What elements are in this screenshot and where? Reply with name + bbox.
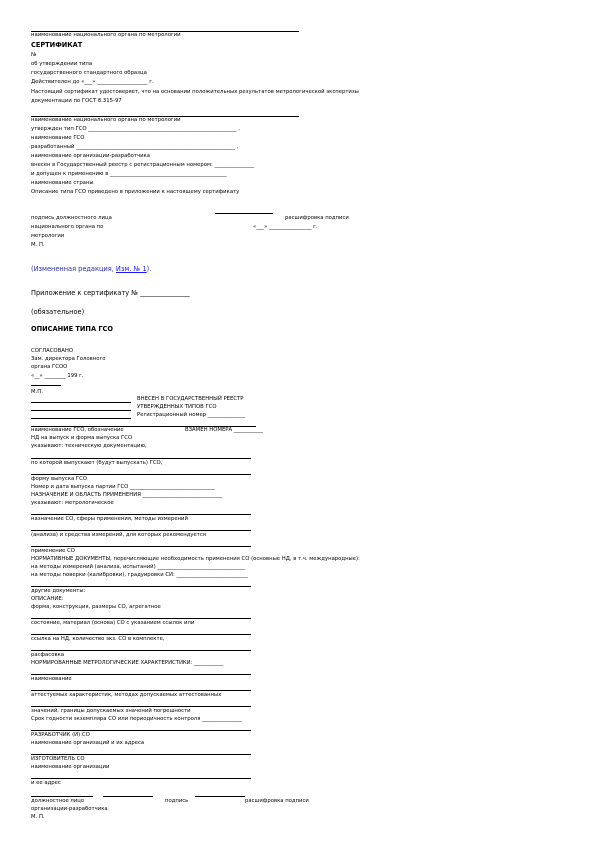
- form-line-15: [31, 778, 251, 779]
- form-purpose-detail: назначение СО, сферы применения, методы измерений: [31, 516, 188, 522]
- agreed-date: «__» ________ 199 г.: [31, 373, 84, 379]
- form-line-7: [31, 618, 251, 619]
- form-line-2: [31, 474, 251, 475]
- form-shelf-life: Срок годности экземпляра СО или периодичность контроля _______________: [31, 716, 242, 722]
- certificate-title: СЕРТИФИКАТ: [31, 41, 83, 49]
- form-other-docs: другие документы:: [31, 588, 86, 594]
- form-shape: форма, конструкция, размеры СО, агрегатное: [31, 604, 161, 610]
- form-purpose: НАЗНАЧЕНИЕ И ОБЛАСТЬ ПРИМЕНЕНИЯ ______________________________: [31, 492, 223, 498]
- appendix-title: Приложение к сертификату № _______________: [31, 289, 190, 297]
- form-verification-methods: на методы поверки (калибровки), градуировки СИ: ___________________________: [31, 572, 248, 578]
- form-replacement: ВЗАМЕН НОМЕРА ___________: [185, 427, 263, 433]
- org-label-1: наименование национального органа по метрологии: [31, 32, 181, 38]
- signature-label-1: подпись должностного лица: [31, 215, 112, 221]
- registry-line-2: [31, 410, 131, 411]
- form-line-11: [31, 690, 251, 691]
- form-line-13: [31, 730, 251, 731]
- agreed-label: СОГЛАСОВАНО: [31, 348, 73, 354]
- form-application: применение СО: [31, 548, 75, 554]
- certificate-number: №: [31, 52, 37, 58]
- allowed-in: и допущен к применению в ____________________________________________: [31, 171, 227, 177]
- signature-decrypt: расшифровка подписи: [285, 215, 349, 221]
- valid-until: Действителен до «___» ___________________ г.: [31, 79, 154, 85]
- form-specify-docs: указывают: техническую документацию,: [31, 443, 147, 449]
- form-purpose-hint: указывают: метрологическое: [31, 500, 114, 506]
- form-reference: ссылка на НД, количество экз. СО в комплекте,: [31, 636, 165, 642]
- form-developer: РАЗРАБОТЧИК (И) СО: [31, 732, 90, 738]
- registry-entry: внесен в Государственный реестр с регистрационным номером: _______________: [31, 162, 255, 168]
- agreed-line-1: Зам. директора Головного: [31, 356, 106, 362]
- form-address: и ее адрес: [31, 780, 61, 786]
- sig-developer-org: организации-разработчика: [31, 806, 108, 812]
- form-packaging: расфасовка: [31, 652, 65, 658]
- form-line-9: [31, 650, 251, 651]
- about-line-2: государственного стандартного образца: [31, 70, 147, 76]
- registry-line-3: [31, 418, 131, 419]
- description-note: Описание типа ГСО приведено в приложении к настоящему сертификату: [31, 189, 240, 195]
- sig-official: должностное лицо: [31, 798, 85, 804]
- developed-by: разработанный ____________________________________________________________ ,: [31, 144, 239, 150]
- form-error-limits: значений, границы допускаемых значений погрешности: [31, 708, 191, 714]
- form-release-form: форму выпуска ГСО: [31, 476, 87, 482]
- form-line-3: [31, 514, 251, 515]
- form-developer-hint: наименование организаций и их адреса: [31, 740, 145, 746]
- form-manufacturer-hint: наименование организации: [31, 764, 110, 770]
- sig-signature: подпись: [165, 798, 189, 804]
- form-state: состояние, материал (основа) СО с указанием ссылок или: [31, 620, 195, 626]
- form-line-8: [31, 634, 251, 635]
- sig-stamp: М. П.: [31, 814, 45, 820]
- form-line-5: [31, 546, 251, 547]
- form-line-14: [31, 754, 251, 755]
- form-line-4: [31, 530, 251, 531]
- form-analysis: (анализа) и средства измерений, для которых рекомендуется: [31, 532, 206, 538]
- form-metrological: НОРМИРОВАННЫЕ МЕТРОЛОГИЧЕСКИЕ ХАРАКТЕРИСТИКИ: ___________: [31, 660, 224, 666]
- revision-prefix: (Измененная редакция,: [31, 265, 116, 273]
- org-label-2: наименование национального органа по метрологии: [31, 117, 181, 123]
- agreed-sig-line: [31, 385, 61, 386]
- sig-line-signature: [103, 796, 153, 797]
- signature-label-3: метрологии: [31, 233, 65, 239]
- approved-type: утвержден тип ГСО ________________________________________________________ ,: [31, 126, 240, 132]
- revision-link[interactable]: Изм. № 1: [115, 265, 147, 273]
- registry-line-text-3: Регистрационный номер ______________: [137, 412, 245, 418]
- form-characteristics: аттестуемых характеристик, методах допускаемых аттестованных: [31, 692, 222, 698]
- appendix-heading: ОПИСАНИЕ ТИПА ГСО: [31, 325, 114, 333]
- form-line-6: [31, 586, 251, 587]
- signature-date: «___» ________________ г.: [253, 224, 318, 230]
- about-line-1: об утверждении типа: [31, 61, 93, 67]
- form-line-1: [31, 458, 251, 459]
- cert-text-1: Настоящий сертификат удостоверяет, что на основании положительных результатов метрологической экспертизы: [31, 89, 359, 95]
- revision-note: [31, 265, 151, 273]
- form-line-10: [31, 674, 251, 675]
- form-line-12: [31, 706, 251, 707]
- stamp-label: М. П.: [31, 242, 45, 248]
- agreed-line-2: органа ГСОО: [31, 364, 68, 370]
- form-manufacturer: ИЗГОТОВИТЕЛЬ СО: [31, 756, 85, 762]
- form-name-label: наименование: [31, 676, 72, 682]
- sig-line-decrypt: [195, 796, 245, 797]
- form-batch-number: Номер и дата выпуска партии ГСО ________________________________: [31, 484, 215, 490]
- developer-name-label: наименование организации-разработчика: [31, 153, 150, 159]
- sig-decrypt: расшифровка подписи: [245, 798, 309, 804]
- form-produced-by: по которой выпускают (будут выпускать) ГСО,: [31, 460, 163, 466]
- form-gso-name: наименование ГСО, обозначение: [31, 427, 124, 433]
- form-normative-docs: НОРМАТИВНЫЕ ДОКУМЕНТЫ, перечисляющие необходимость применения СО (основные НД, в т.ч. международные):: [31, 556, 360, 562]
- signature-label-2: национального органа по: [31, 224, 104, 230]
- agreed-stamp: М.П.: [31, 389, 43, 395]
- form-measurement-methods: на методы измерений (анализа, испытаний) _________________________________: [31, 564, 245, 570]
- revision-suffix: ).: [146, 265, 152, 273]
- country-label: наименование страны: [31, 180, 94, 186]
- form-nd-release: НД на выпуск и форма выпуска ГСО: [31, 435, 133, 441]
- signature-line: [215, 213, 273, 214]
- cert-text-2: документации по ГОСТ 8.315-97: [31, 98, 122, 104]
- registry-line-text-1: ВНЕСЕН В ГОСУДАРСТВЕННЫЙ РЕЕСТР: [137, 396, 244, 402]
- form-description: ОПИСАНИЕ:: [31, 596, 64, 602]
- sig-line-official: [31, 796, 93, 797]
- registry-line-1: [31, 402, 131, 403]
- gso-name-label: наименование ГСО: [31, 135, 85, 141]
- registry-line-text-2: УТВЕРЖДЕННЫХ ТИПОВ ГСО: [137, 404, 217, 410]
- appendix-mandatory: (обязательное): [31, 308, 85, 316]
